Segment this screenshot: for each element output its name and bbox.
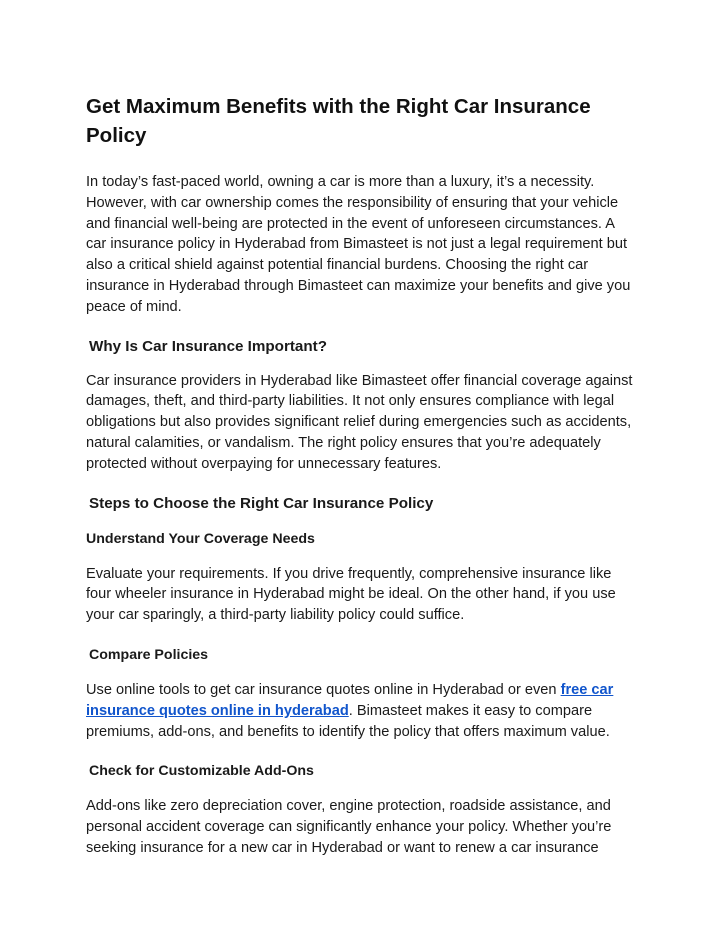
coverage-heading: Understand Your Coverage Needs (86, 530, 315, 547)
why-paragraph: Car insurance providers in Hyderabad like Bimasteet offer financial coverage against damages, theft, and third-party liabilities. It not only ensures compliance with legal obligations but also provides significant relief during emergencies such as accidents, natural calamities, or vandalism. The right policy ensures that you’re adequately protected without overpaying for unnecessary features. (86, 372, 633, 472)
page-title: Get Maximum Benefits with the Right Car Insurance Policy (86, 95, 591, 147)
intro-paragraph: In today’s fast-paced world, owning a car is more than a luxury, it’s a necessity. However, with car ownership comes the responsibility of ensuring that your vehicle and financial well-being are protected in the event of unforeseen circumstances. A car insurance policy in Hyderabad from Bimasteet is not just a legal requirement but also a critical shield against potential financial burdens. Choosing the right car insurance in Hyderabad through Bimasteet can maximize your benefits and give you peace of mind. (86, 174, 631, 315)
addons-paragraph: Add-ons like zero depreciation cover, engine protection, roadside assistance, and personal accident coverage can significantly enhance your policy. Whether you’re seeking insurance for a new car in Hyderabad or want to renew a car insurance (86, 798, 612, 856)
addons-heading: Check for Customizable Add-Ons (89, 763, 314, 780)
coverage-paragraph: Evaluate your requirements. If you drive frequently, comprehensive insurance like four wheeler insurance in Hyderabad might be ideal. On the other hand, if you use your car sparingly, a third-party liability policy could suffice. (86, 565, 616, 624)
compare-text-after: . Bimasteet makes it easy to compare premiums, add-ons, and benefits to identify the policy that offers maximum value. (86, 702, 610, 740)
document-page (86, 92, 638, 859)
steps-heading: Steps to Choose the Right Car Insurance Policy (89, 494, 434, 512)
compare-text-before: Use online tools to get car insurance quotes online in Hyderabad or even (86, 681, 561, 698)
free-quotes-link[interactable]: free car insurance quotes online in hyderabad (86, 681, 614, 719)
why-heading: Why Is Car Insurance Important? (89, 337, 327, 355)
compare-paragraph (86, 680, 638, 742)
compare-heading: Compare Policies (89, 646, 209, 663)
